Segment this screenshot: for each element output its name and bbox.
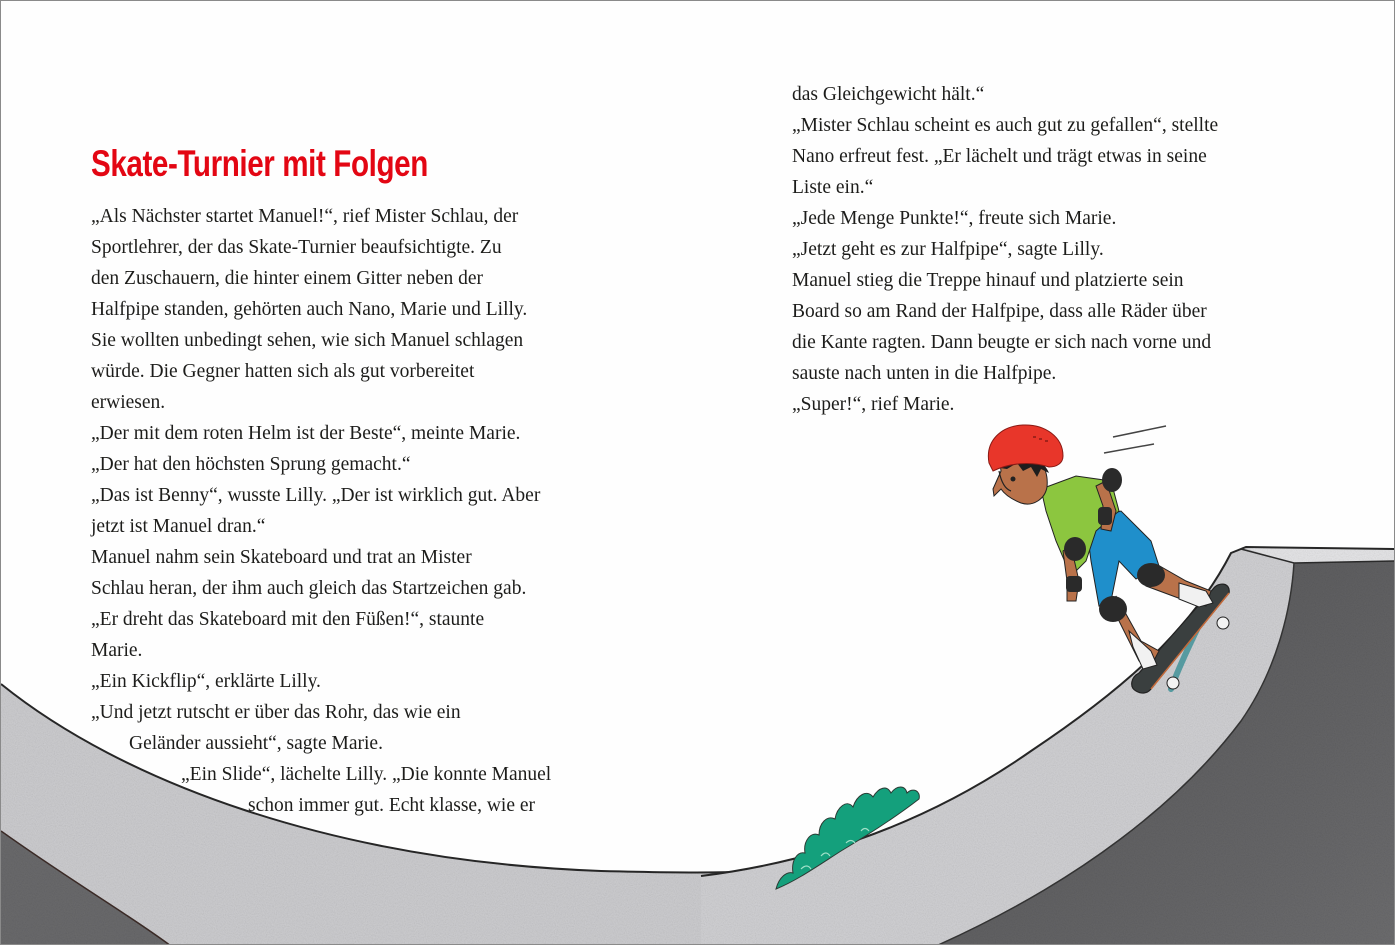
text-line: das Gleichgewicht hält.“ bbox=[792, 84, 985, 105]
text-line: Manuel stieg die Treppe hinauf und platzierte sein bbox=[792, 270, 1184, 291]
text-line: „Super!“, rief Marie. bbox=[792, 394, 955, 415]
text-line: würde. Die Gegner hatten sich als gut vorbereitet bbox=[91, 361, 475, 382]
text-line: „Und jetzt rutscht er über das Rohr, das wie ein bbox=[91, 702, 461, 723]
right-page-text bbox=[792, 79, 1218, 420]
text-line: „Als Nächster startet Manuel!“, rief Mister Schlau, der bbox=[91, 206, 519, 227]
text-line: Sie wollten unbedingt sehen, wie sich Manuel schlagen bbox=[91, 330, 524, 351]
text-line: Schlau heran, der ihm auch gleich das Startzeichen gab. bbox=[91, 578, 527, 599]
text-line: Liste ein.“ bbox=[792, 177, 874, 198]
text-line: jetzt ist Manuel dran.“ bbox=[91, 516, 266, 537]
text-line: „Das ist Benny“, wusste Lilly. „Der ist wirklich gut. Aber bbox=[91, 485, 541, 506]
text-line: „Der hat den höchsten Sprung gemacht.“ bbox=[91, 454, 411, 475]
text-line: „Ein Kickflip“, erklärte Lilly. bbox=[91, 671, 321, 692]
text-line: „Ein Slide“, lächelte Lilly. „Die konnte Manuel bbox=[181, 764, 552, 785]
text-line: Manuel nahm sein Skateboard und trat an Mister bbox=[91, 547, 472, 568]
left-page-text bbox=[91, 201, 551, 821]
text-line: Board so am Rand der Halfpipe, dass alle Räder über bbox=[792, 301, 1207, 322]
text-line: den Zuschauern, die hinter einem Gitter neben der bbox=[91, 268, 484, 289]
text-line: „Jede Menge Punkte!“, freute sich Marie. bbox=[792, 208, 1117, 229]
text-line: Geländer aussieht“, sagte Marie. bbox=[129, 733, 383, 754]
chapter-title: Skate-Turnier mit Folgen bbox=[91, 143, 428, 184]
text-line: erwiesen. bbox=[91, 392, 166, 413]
right-ramp bbox=[701, 547, 1395, 945]
text-line: „Er dreht das Skateboard mit den Füßen!“, staunte bbox=[91, 609, 485, 630]
text-line: die Kante ragten. Dann beugte er sich nach vorne und bbox=[792, 332, 1212, 353]
text-line: sauste nach unten in die Halfpipe. bbox=[792, 363, 1057, 384]
text-line: „Mister Schlau scheint es auch gut zu gefallen“, stellte bbox=[792, 115, 1219, 136]
text-line: Sportlehrer, der das Skate-Turnier beaufsichtigte. Zu bbox=[91, 237, 502, 258]
text-line: „Der mit dem roten Helm ist der Beste“, meinte Marie. bbox=[91, 423, 521, 444]
motion-lines bbox=[1104, 426, 1166, 453]
text-line: Marie. bbox=[91, 640, 143, 661]
text-line: „Jetzt geht es zur Halfpipe“, sagte Lilly. bbox=[792, 239, 1104, 260]
text-line: Nano erfreut fest. „Er lächelt und trägt etwas in seine bbox=[792, 146, 1207, 167]
text-line: Halfpipe standen, gehörten auch Nano, Marie und Lilly. bbox=[91, 299, 528, 320]
text-line: schon immer gut. Echt klasse, wie er bbox=[248, 795, 536, 816]
